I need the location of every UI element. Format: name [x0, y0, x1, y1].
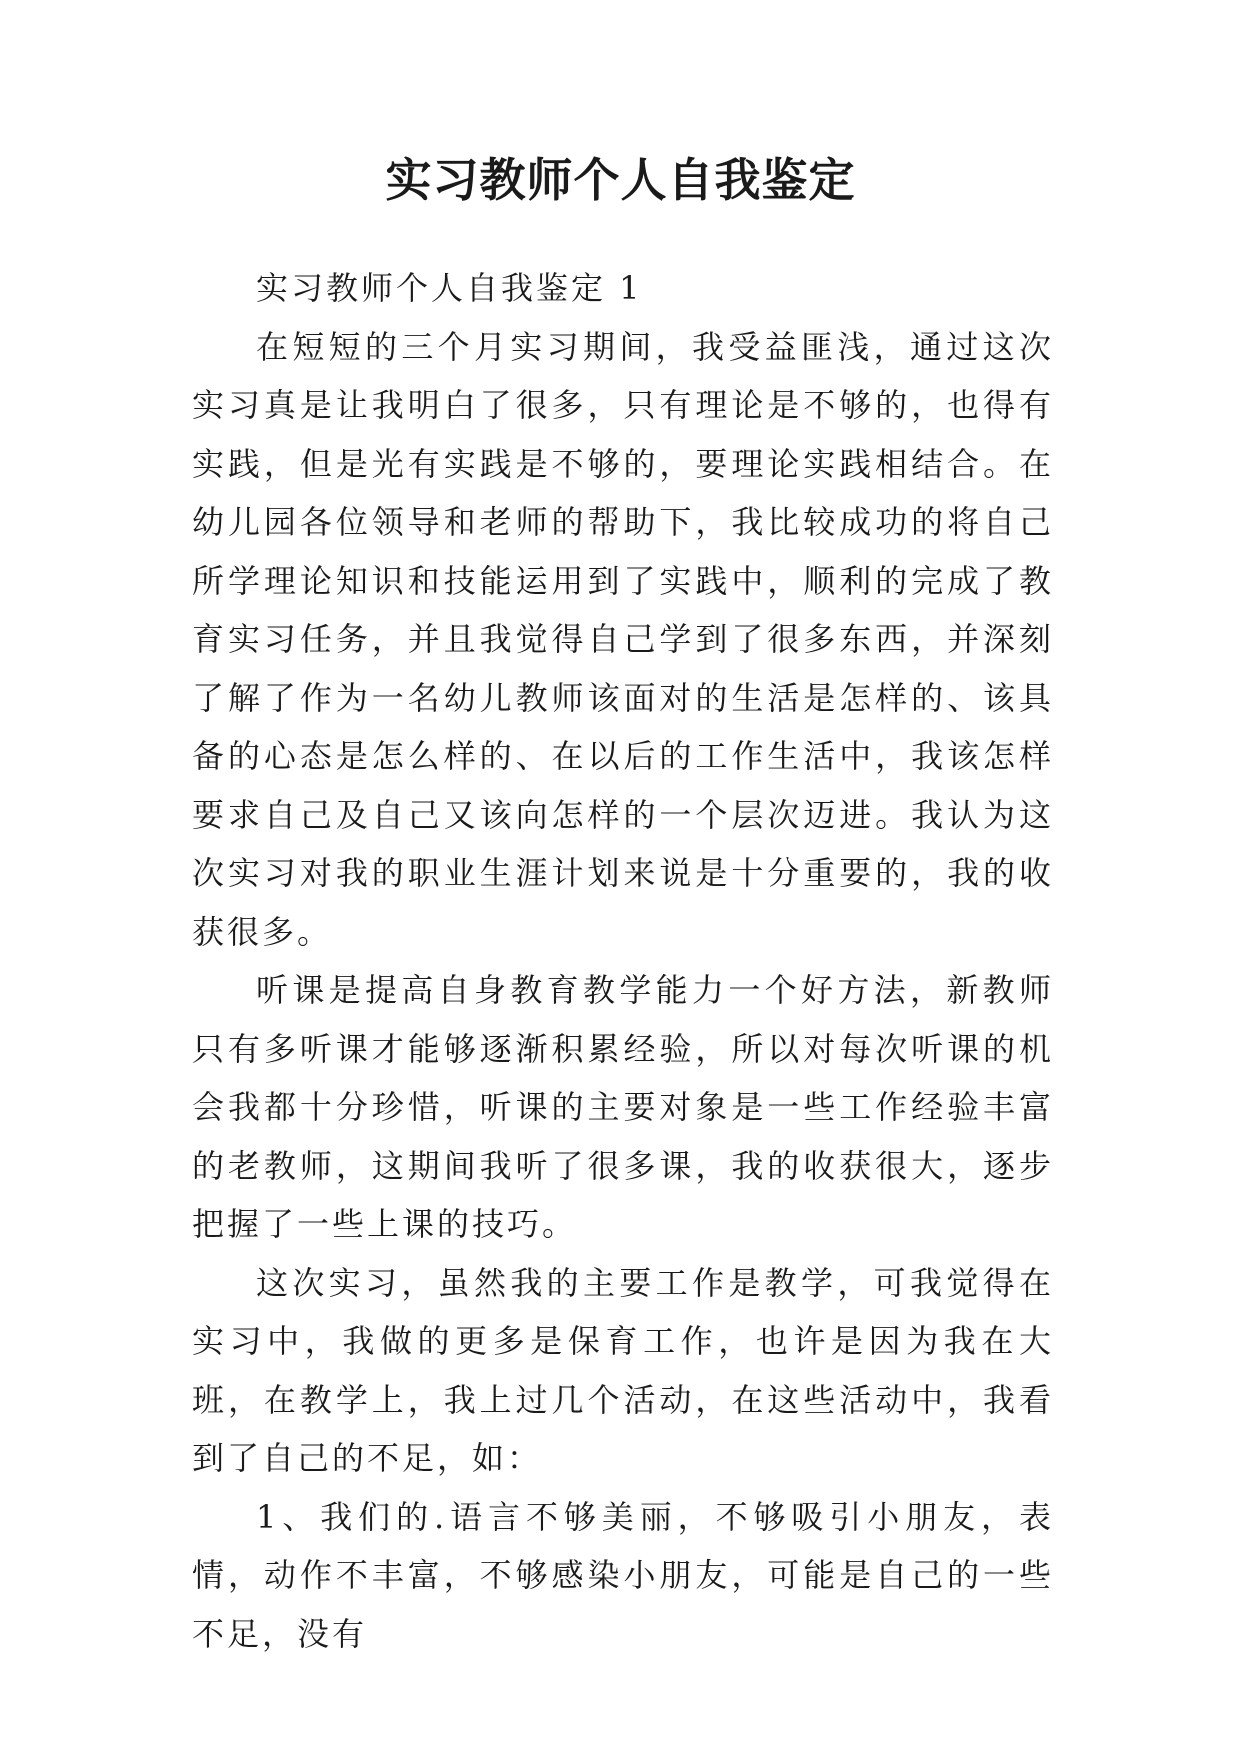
document-body — [192, 259, 1054, 1663]
section-heading: 实习教师个人自我鉴定 1 — [256, 269, 643, 307]
paragraph-4: 1、我们的.语言不够美丽，不够吸引小朋友，表情，动作不丰富，不够感染小朋友，可能是自己的一些不足，没有 — [192, 1497, 1054, 1653]
paragraph-1: 在短短的三个月实习期间，我受益匪浅，通过这次实习真是让我明白了很多，只有理论是不够的，也得有实践，但是光有实践是不够的，要理论实践相结合。在幼儿园各位领导和老师的帮助下，我比较成功的将自己所学理论知识和技能运用到了实践中，顺利的完成了教育实习任务，并且我觉得自己学到了很多东西，并深刻了解了作为一名幼儿教师该面对的生活是怎样的、该具备的心态是怎么样的、在以后的工作生活中，我该怎样要求自己及自己又该向怎样的一个层次迈进。我认为这次实习对我的职业生涯计划来说是十分重要的，我的收获很多。 — [192, 327, 1054, 951]
paragraph-2: 听课是提高自身教育教学能力一个好方法，新教师只有多听课才能够逐渐积累经验，所以对每次听课的机会我都十分珍惜，听课的主要对象是一些工作经验丰富的老教师，这期间我听了很多课，我的收获很大，逐步把握了一些上课的技巧。 — [192, 971, 1054, 1243]
paragraph-3: 这次实习，虽然我的主要工作是教学，可我觉得在实习中，我做的更多是保育工作，也许是因为我在大班，在教学上，我上过几个活动，在这些活动中，我看到了自己的不足，如： — [192, 1263, 1054, 1477]
document-title: 实习教师个人自我鉴定 — [385, 153, 856, 207]
